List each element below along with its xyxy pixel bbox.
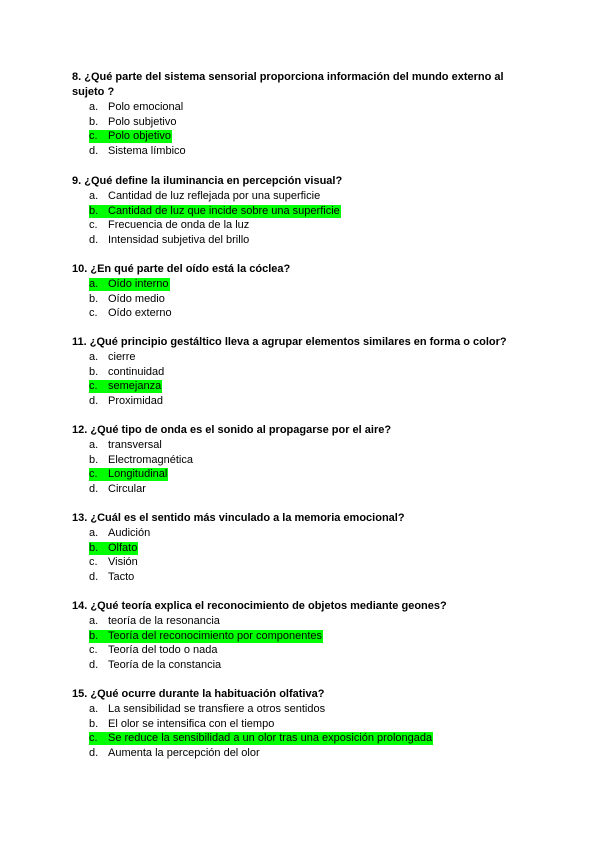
- option-text: semejanza: [108, 380, 162, 393]
- option-letter: d.: [89, 482, 99, 495]
- question-title: 9. ¿Qué define la iluminancia en percepción visual?: [72, 175, 343, 187]
- option-text: Polo objetivo: [108, 130, 171, 143]
- option-text: Se reduce la sensibilidad a un olor tras una exposición prolongada: [108, 732, 433, 745]
- option-text: Cantidad de luz que incide sobre una superficie: [108, 204, 340, 217]
- option-text: Polo emocional: [108, 101, 184, 113]
- option-d: [72, 233, 532, 248]
- question-title: 14. ¿Qué teoría explica el reconocimiento de objetos mediante geones?: [72, 600, 447, 612]
- option-letter: a.: [89, 703, 99, 715]
- options-list: [72, 702, 532, 760]
- options-list: [72, 438, 532, 496]
- question-10: [72, 262, 532, 321]
- option-letter: b.: [89, 292, 99, 305]
- option-letter: a.: [89, 351, 99, 363]
- option-letter: b.: [89, 365, 99, 378]
- option-text: Tacto: [108, 570, 135, 583]
- option-a: [72, 438, 532, 453]
- question-9: [72, 174, 532, 247]
- option-text: Oído medio: [108, 292, 165, 305]
- option-a: [72, 702, 532, 717]
- option-letter: d.: [89, 144, 99, 157]
- option-letter: b.: [89, 629, 99, 642]
- options-list: [72, 526, 532, 584]
- option-letter: c.: [89, 732, 98, 745]
- option-c: [72, 643, 532, 658]
- option-b-correct: [72, 541, 532, 556]
- option-text: Aumenta la percepción del olor: [108, 746, 260, 759]
- option-c: [72, 306, 532, 321]
- option-text: Circular: [108, 482, 146, 495]
- option-letter: b.: [89, 453, 99, 466]
- options-list: [72, 614, 532, 672]
- option-d: [72, 394, 532, 409]
- option-letter: c.: [89, 556, 98, 569]
- question-12: [72, 423, 532, 496]
- option-c-correct: [72, 129, 532, 144]
- option-letter: d.: [89, 233, 99, 246]
- option-letter: c.: [89, 644, 98, 657]
- option-text: Teoría del reconocimiento por componentes: [108, 629, 323, 642]
- option-letter: a.: [89, 615, 99, 627]
- option-letter: c.: [89, 380, 98, 393]
- question-15: [72, 687, 532, 760]
- option-letter: d.: [89, 394, 99, 407]
- option-c: [72, 218, 532, 233]
- option-letter: a.: [89, 439, 99, 451]
- question-14: [72, 599, 532, 672]
- option-letter: c.: [89, 219, 98, 232]
- question-title: 11. ¿Qué principio gestáltico lleva a agrupar elementos similares en forma o color?: [72, 336, 507, 348]
- option-text: Oído externo: [108, 307, 172, 320]
- option-letter: c.: [89, 468, 98, 481]
- options-list: [72, 350, 532, 408]
- question-8: [72, 70, 532, 158]
- option-text: transversal: [108, 439, 162, 451]
- option-text: cierre: [108, 351, 136, 363]
- option-a: [72, 100, 532, 115]
- option-text: Cantidad de luz reflejada por una superficie: [108, 190, 321, 202]
- options-list: [72, 189, 532, 247]
- option-b-correct: [72, 204, 532, 219]
- question-title: 13. ¿Cuál es el sentido más vinculado a la memoria emocional?: [72, 512, 405, 524]
- option-text: Frecuencia de onda de la luz: [108, 219, 250, 232]
- option-d: [72, 482, 532, 497]
- option-a: [72, 350, 532, 365]
- question-title: 15. ¿Qué ocurre durante la habituación olfativa?: [72, 688, 325, 700]
- option-letter: d.: [89, 570, 99, 583]
- option-text: Electromagnética: [108, 453, 193, 466]
- question-title: 12. ¿Qué tipo de onda es el sonido al propagarse por el aire?: [72, 424, 392, 436]
- option-letter: a.: [89, 101, 99, 113]
- option-a: [72, 526, 532, 541]
- options-list: [72, 100, 532, 158]
- option-text: Visión: [108, 556, 138, 569]
- question-title: 10. ¿En qué parte del oído está la cóclea?: [72, 263, 291, 275]
- option-b: [72, 365, 532, 380]
- options-list: [72, 277, 532, 321]
- option-text: Oído interno: [108, 278, 169, 290]
- option-text: Sistema límbico: [108, 144, 186, 157]
- option-b: [72, 292, 532, 307]
- option-letter: d.: [89, 746, 99, 759]
- option-text: Longitudinal: [108, 468, 168, 481]
- option-letter: a.: [89, 278, 99, 290]
- option-b-correct: [72, 629, 532, 644]
- option-letter: d.: [89, 658, 99, 671]
- option-letter: c.: [89, 307, 98, 320]
- option-letter: b.: [89, 204, 99, 217]
- option-letter: b.: [89, 115, 99, 128]
- option-text: Teoría del todo o nada: [108, 644, 218, 657]
- option-a: [72, 614, 532, 629]
- option-d: [72, 658, 532, 673]
- option-d: [72, 746, 532, 761]
- option-text: La sensibilidad se transfiere a otros sentidos: [108, 703, 326, 715]
- option-c: [72, 555, 532, 570]
- option-c-correct: [72, 731, 532, 746]
- option-c-correct: [72, 467, 532, 482]
- option-text: Olfato: [108, 541, 138, 554]
- option-b: [72, 115, 532, 130]
- option-d: [72, 570, 532, 585]
- option-text: continuidad: [108, 365, 165, 378]
- option-d: [72, 144, 532, 159]
- option-text: teoría de la resonancia: [108, 615, 220, 627]
- option-letter: b.: [89, 717, 99, 730]
- option-letter: a.: [89, 190, 99, 202]
- option-text: El olor se intensifica con el tiempo: [108, 717, 275, 730]
- option-b: [72, 717, 532, 732]
- question-title: 8. ¿Qué parte del sistema sensorial proporciona información del mundo externo al sujeto ?: [72, 71, 504, 98]
- question-11: [72, 335, 532, 408]
- option-text: Proximidad: [108, 394, 164, 407]
- option-text: Polo subjetivo: [108, 115, 177, 128]
- question-13: [72, 511, 532, 584]
- option-letter: a.: [89, 527, 99, 539]
- option-text: Audición: [108, 527, 151, 539]
- option-a: [72, 189, 532, 204]
- option-text: Intensidad subjetiva del brillo: [108, 233, 250, 246]
- option-b: [72, 453, 532, 468]
- option-a-correct: [72, 277, 532, 292]
- option-letter: b.: [89, 541, 99, 554]
- option-c-correct: [72, 379, 532, 394]
- option-letter: c.: [89, 130, 98, 143]
- option-text: Teoría de la constancia: [108, 658, 222, 671]
